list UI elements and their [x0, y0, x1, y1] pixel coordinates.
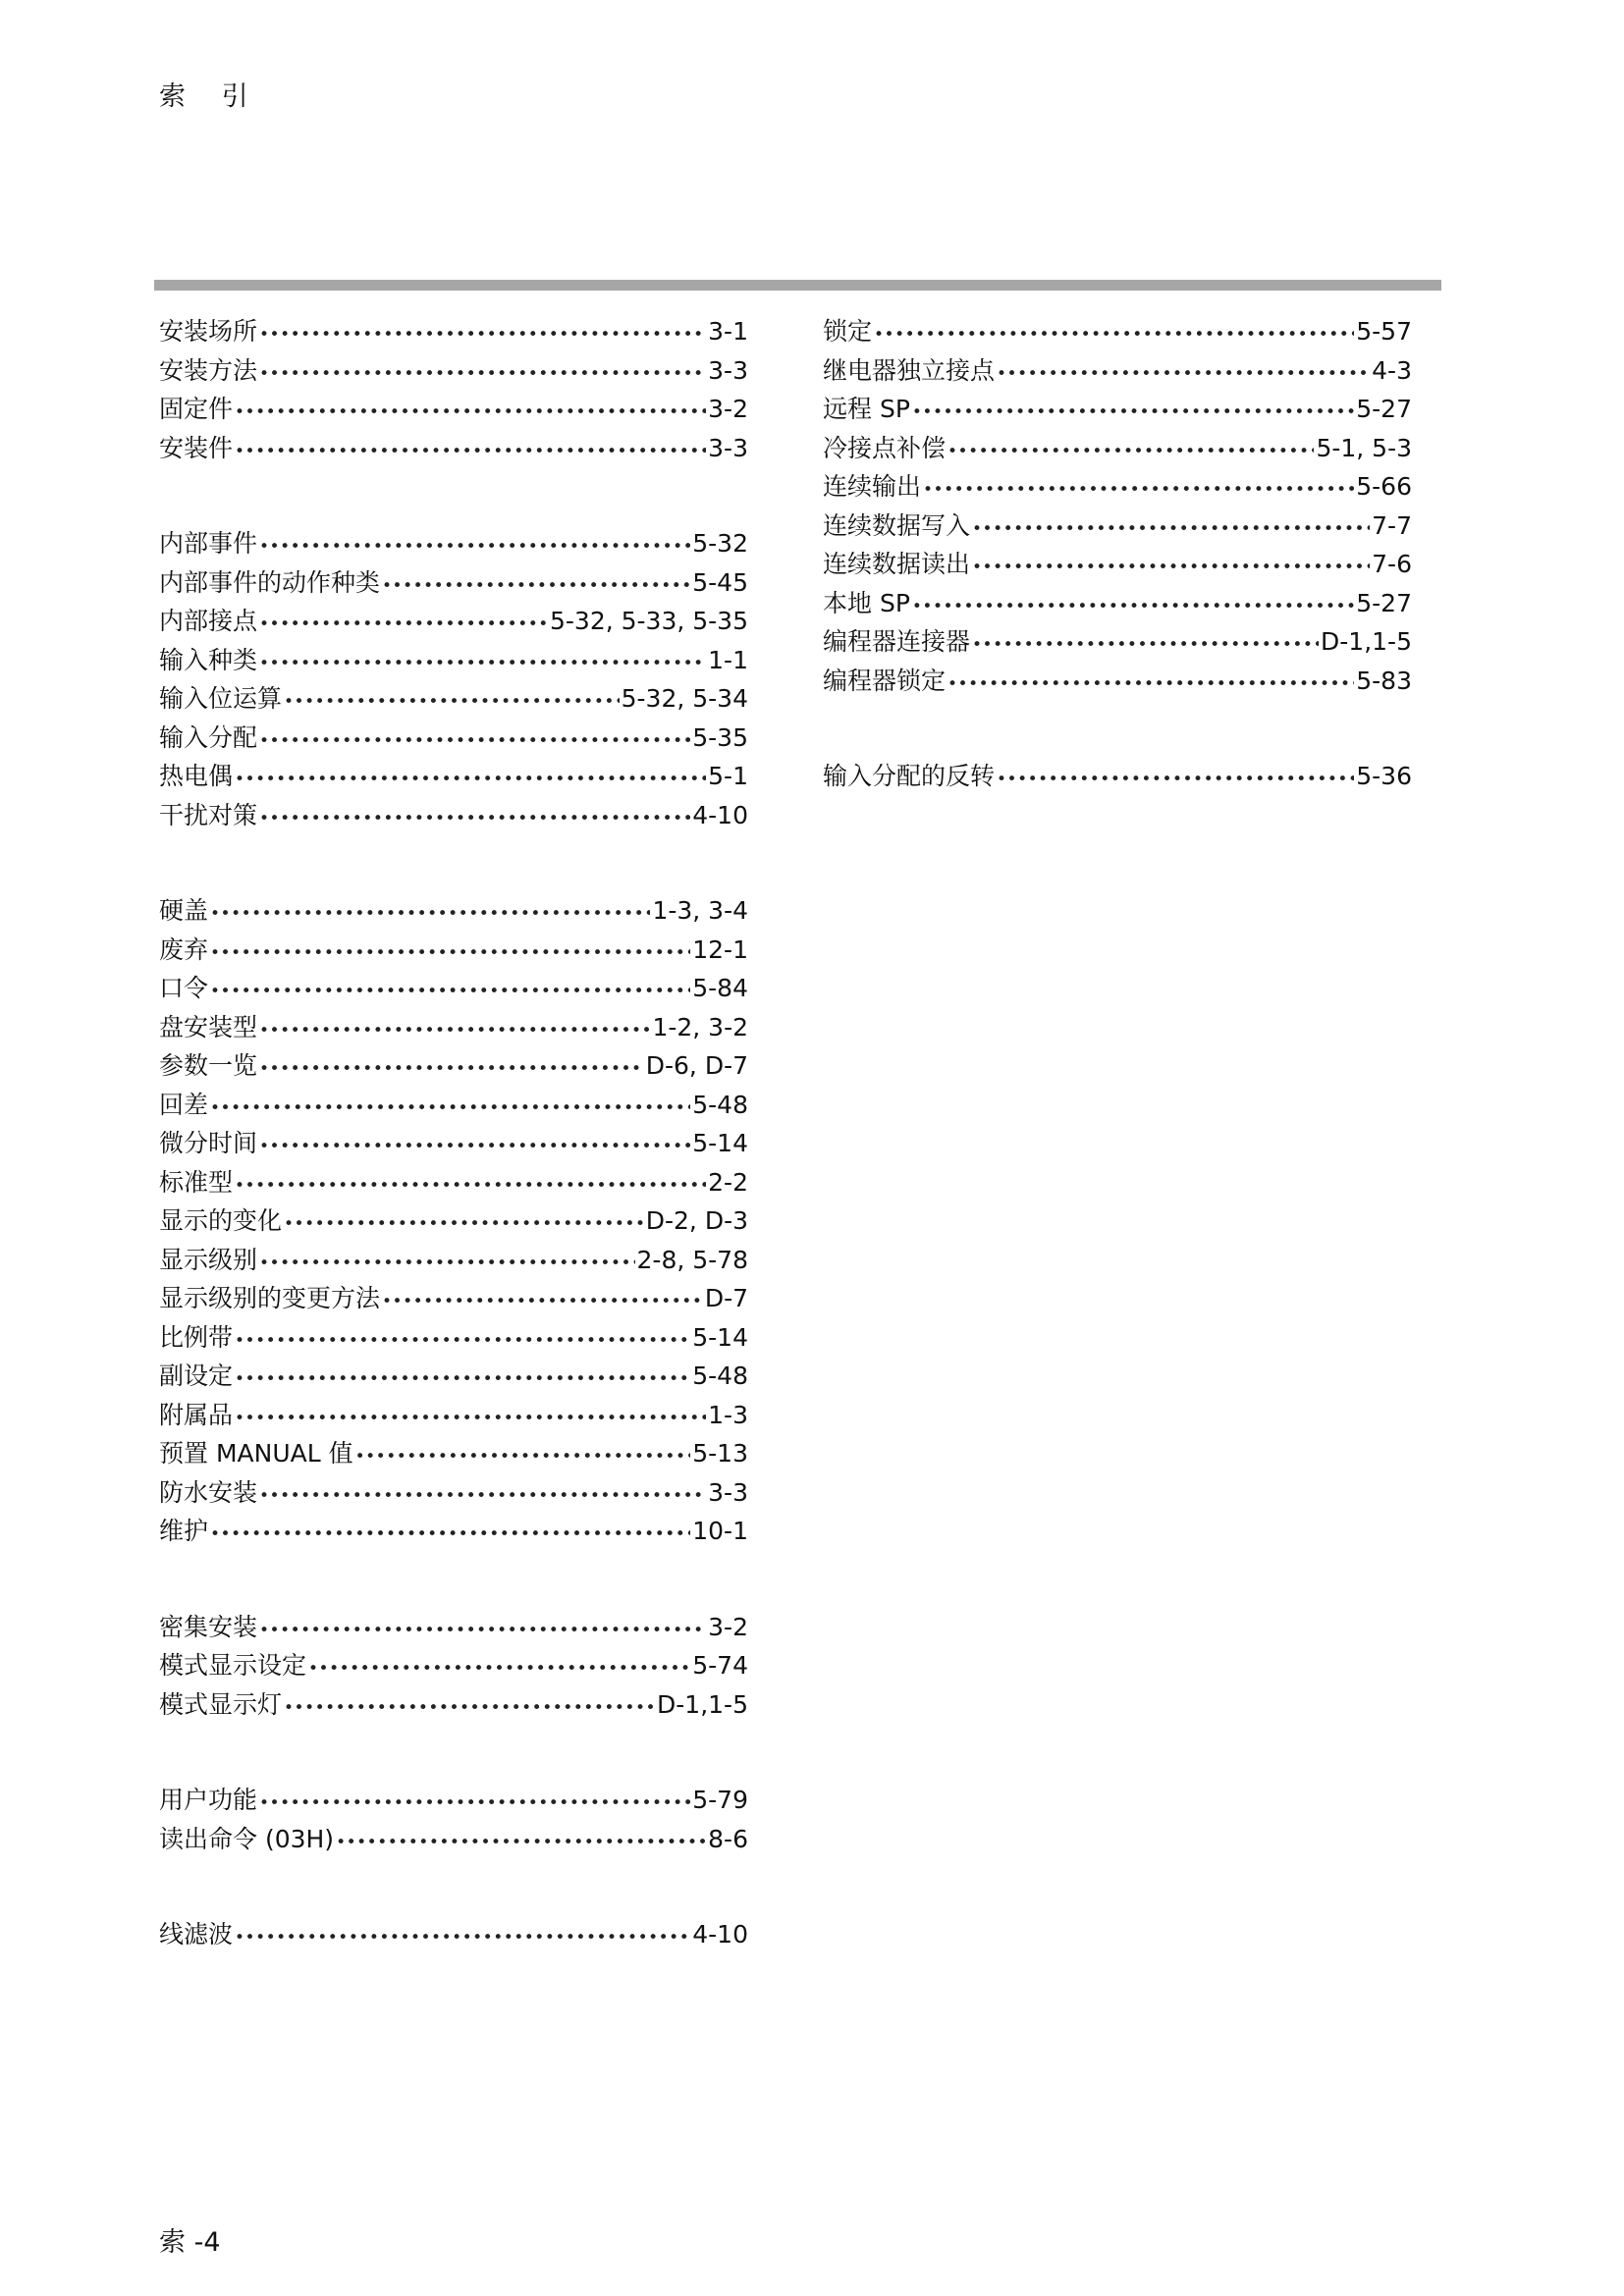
index-entry [823, 312, 1412, 351]
index-entry [159, 1685, 748, 1725]
index-entry [159, 641, 748, 680]
index-term: 冷接点补偿 [823, 433, 947, 462]
index-page-ref: 3-3 [708, 1477, 748, 1507]
index-term: 干扰对策 [159, 800, 258, 829]
index-term: 连续数据读出 [823, 550, 971, 578]
index-page-ref: 5-66 [1356, 472, 1412, 501]
index-entry [823, 584, 1412, 623]
index-entry [159, 1086, 748, 1125]
index-page-ref: 5-14 [692, 1129, 748, 1157]
index-term: 安装方法 [159, 355, 258, 385]
dot-leader [259, 528, 690, 567]
index-term: 热电偶 [159, 762, 234, 790]
index-entry [159, 1318, 748, 1358]
index-entry [823, 662, 1412, 701]
index-entry [159, 390, 748, 429]
index-term: 模式显示设定 [159, 1651, 307, 1680]
index-group [159, 1781, 748, 1858]
index-entry [159, 1008, 748, 1047]
dot-leader [259, 1128, 690, 1167]
index-entry [823, 545, 1412, 584]
dot-leader [235, 761, 706, 800]
index-entry [159, 1512, 748, 1551]
index-term: 连续输出 [823, 472, 922, 501]
index-page-ref: 1-3, 3-4 [652, 896, 748, 925]
dot-leader [259, 606, 548, 645]
index-term: 用户功能 [159, 1786, 258, 1814]
index-term: 硬盖 [159, 896, 209, 925]
index-page-ref: 5-48 [692, 1362, 748, 1390]
index-term: 读出命令 (03H) [159, 1824, 335, 1853]
dot-leader [382, 567, 690, 607]
index-term: 锁定 [823, 317, 873, 346]
index-entry [823, 622, 1412, 662]
index-term: 模式显示灯 [159, 1689, 283, 1719]
index-entry [159, 602, 748, 641]
index-page-ref: D-1,1-5 [657, 1689, 748, 1719]
index-page-ref: 5-27 [1356, 395, 1412, 423]
dot-leader [259, 800, 690, 839]
dot-leader [912, 394, 1354, 433]
index-term: 维护 [159, 1517, 209, 1545]
index-page-ref: 4-10 [692, 800, 748, 829]
index-page-ref: 5-57 [1356, 317, 1412, 346]
dot-leader [997, 355, 1370, 395]
index-page-ref: 5-84 [692, 974, 748, 1002]
dot-leader [259, 1012, 650, 1051]
dot-leader [947, 433, 1314, 472]
dot-leader [235, 1361, 690, 1400]
index-entry [159, 891, 748, 931]
index-term: 远程 SP [823, 395, 910, 423]
index-page-ref: 5-32, 5-34 [621, 684, 748, 713]
index-term: 输入分配 [159, 722, 258, 752]
index-term: 预置 MANUAL 值 [159, 1439, 353, 1468]
dot-leader [210, 934, 690, 974]
index-page-ref: 3-1 [708, 317, 748, 346]
index-term: 输入位运算 [159, 684, 283, 713]
index-entry [159, 429, 748, 468]
index-entry [823, 757, 1412, 796]
dot-leader [259, 645, 706, 684]
index-group [159, 524, 748, 834]
index-term: 连续数据写入 [823, 510, 971, 540]
index-group [159, 312, 748, 467]
dot-leader [284, 683, 620, 722]
dot-leader [972, 510, 1370, 550]
index-group [823, 757, 1412, 796]
index-page-ref: 5-48 [692, 1090, 748, 1119]
index-page-ref: 3-2 [708, 1612, 748, 1641]
dot-leader [235, 1167, 706, 1206]
index-page-ref: D-1,1-5 [1321, 627, 1412, 656]
index-entry [159, 679, 748, 719]
dot-leader [210, 1090, 690, 1129]
index-page-ref: 5-1, 5-3 [1316, 433, 1412, 462]
index-page-ref: 5-32, 5-33, 5-35 [549, 607, 748, 635]
index-term: 线滤波 [159, 1920, 234, 1949]
index-term: 编程器锁定 [823, 666, 947, 695]
dot-leader [259, 1612, 706, 1651]
dot-leader [235, 1400, 706, 1439]
index-entry [159, 1241, 748, 1280]
index-page-ref: 5-83 [1356, 666, 1412, 695]
index-term: 附属品 [159, 1400, 234, 1429]
index-entry [159, 1279, 748, 1318]
dot-leader [235, 433, 706, 472]
dot-leader [210, 895, 650, 934]
index-page-ref: 8-6 [708, 1824, 748, 1853]
dot-leader [874, 316, 1354, 355]
index-term: 固定件 [159, 395, 234, 423]
index-term: 安装场所 [159, 317, 258, 346]
index-entry [159, 1434, 748, 1473]
index-page-ref: 2-2 [708, 1167, 748, 1197]
header-divider [154, 280, 1441, 291]
index-term: 口令 [159, 974, 209, 1002]
page-header-title: 索 引 [159, 81, 262, 112]
index-entry [159, 757, 748, 796]
index-entry [159, 1201, 748, 1241]
index-entry [159, 1473, 748, 1513]
dot-leader [259, 355, 706, 395]
index-group [159, 891, 748, 1551]
index-term: 标准型 [159, 1167, 234, 1197]
index-entry [159, 312, 748, 351]
index-page-ref: 5-74 [692, 1651, 748, 1680]
dot-leader [308, 1650, 690, 1689]
index-page-ref: D-7 [704, 1284, 748, 1312]
index-page-ref: 4-10 [692, 1920, 748, 1949]
dot-leader [210, 973, 690, 1012]
index-page-ref: 5-14 [692, 1322, 748, 1352]
index-term: 参数一览 [159, 1051, 258, 1080]
index-entry [159, 1357, 748, 1396]
index-page-ref: 1-1 [708, 645, 748, 674]
index-entry [159, 351, 748, 391]
index-entry [159, 1781, 748, 1820]
index-entry [159, 563, 748, 603]
index-term: 内部事件 [159, 529, 258, 558]
index-term: 编程器连接器 [823, 627, 971, 656]
index-term: 安装件 [159, 433, 234, 462]
dot-leader [235, 394, 706, 433]
index-page-ref: 3-3 [708, 433, 748, 462]
index-term: 继电器独立接点 [823, 355, 996, 385]
index-entry [159, 796, 748, 835]
dot-leader [336, 1824, 706, 1863]
index-page-ref: 5-35 [692, 722, 748, 752]
dot-leader [947, 666, 1354, 705]
index-page-ref: 2-8, 5-78 [636, 1245, 748, 1274]
dot-leader [259, 1785, 690, 1824]
index-term: 本地 SP [823, 588, 910, 617]
dot-leader [210, 1516, 690, 1555]
index-group [159, 1915, 748, 1954]
index-page-ref: 1-3 [708, 1400, 748, 1429]
index-group [823, 312, 1412, 700]
index-page-ref: 7-6 [1372, 550, 1412, 578]
index-term: 显示级别 [159, 1245, 258, 1274]
index-term: 微分时间 [159, 1129, 258, 1157]
index-entry [159, 1820, 748, 1859]
index-page-ref: 5-13 [692, 1439, 748, 1468]
dot-leader [972, 626, 1319, 666]
index-page-ref: 4-3 [1372, 355, 1412, 385]
index-entry [159, 1646, 748, 1685]
index-page-ref: 5-45 [692, 567, 748, 597]
page-number: 索 -4 [159, 2227, 221, 2258]
index-term: 输入种类 [159, 645, 258, 674]
index-page-ref: D-6, D-7 [645, 1051, 748, 1080]
dot-leader [912, 588, 1354, 627]
index-page-ref: 3-3 [708, 355, 748, 385]
index-entry [823, 429, 1412, 468]
index-page-ref: 5-36 [1356, 762, 1412, 790]
index-entry [159, 969, 748, 1008]
index-page-ref: 3-2 [708, 395, 748, 423]
index-page-ref: 5-32 [692, 529, 748, 558]
index-term: 输入分配的反转 [823, 762, 996, 790]
index-entry [159, 931, 748, 970]
index-column-left [159, 312, 748, 2011]
index-entry [159, 524, 748, 563]
index-column-right [823, 312, 1412, 853]
index-entry [823, 467, 1412, 507]
index-entry [823, 390, 1412, 429]
index-page-ref: D-2, D-3 [645, 1206, 748, 1235]
index-entry [159, 1046, 748, 1086]
index-term: 废弃 [159, 934, 209, 964]
index-entry [159, 1915, 748, 1954]
dot-leader [355, 1438, 691, 1477]
dot-leader [259, 1245, 635, 1284]
index-term: 防水安装 [159, 1477, 258, 1507]
index-term: 副设定 [159, 1362, 234, 1390]
index-term: 盘安装型 [159, 1012, 258, 1041]
index-entry [823, 351, 1412, 391]
dot-leader [259, 1477, 706, 1517]
dot-leader [382, 1283, 703, 1322]
index-term: 内部接点 [159, 607, 258, 635]
dot-leader [259, 316, 706, 355]
dot-leader [235, 1919, 690, 1958]
index-entry [159, 1163, 748, 1202]
index-entry [823, 507, 1412, 546]
index-group [159, 1608, 748, 1725]
index-entry [159, 1124, 748, 1163]
index-page-ref: 5-79 [692, 1786, 748, 1814]
index-page-ref: 5-1 [708, 762, 748, 790]
dot-leader [259, 1050, 644, 1090]
index-page-ref: 12-1 [692, 934, 748, 964]
index-term: 比例带 [159, 1322, 234, 1352]
index-term: 回差 [159, 1090, 209, 1119]
index-term: 显示级别的变更方法 [159, 1284, 381, 1312]
index-term: 内部事件的动作种类 [159, 567, 381, 597]
index-page-ref: 1-2, 3-2 [652, 1012, 748, 1041]
index-entry [159, 1608, 748, 1647]
index-page-ref: 5-27 [1356, 588, 1412, 617]
dot-leader [923, 471, 1354, 510]
dot-leader [284, 1205, 644, 1245]
index-entry [159, 719, 748, 758]
dot-leader [997, 761, 1354, 800]
index-entry [159, 1396, 748, 1435]
dot-leader [284, 1689, 655, 1729]
index-page-ref: 10-1 [692, 1517, 748, 1545]
index-term: 显示的变化 [159, 1206, 283, 1235]
index-page-ref: 7-7 [1372, 510, 1412, 540]
dot-leader [259, 722, 690, 762]
dot-leader [972, 549, 1370, 588]
dot-leader [235, 1322, 690, 1362]
index-term: 密集安装 [159, 1612, 258, 1641]
